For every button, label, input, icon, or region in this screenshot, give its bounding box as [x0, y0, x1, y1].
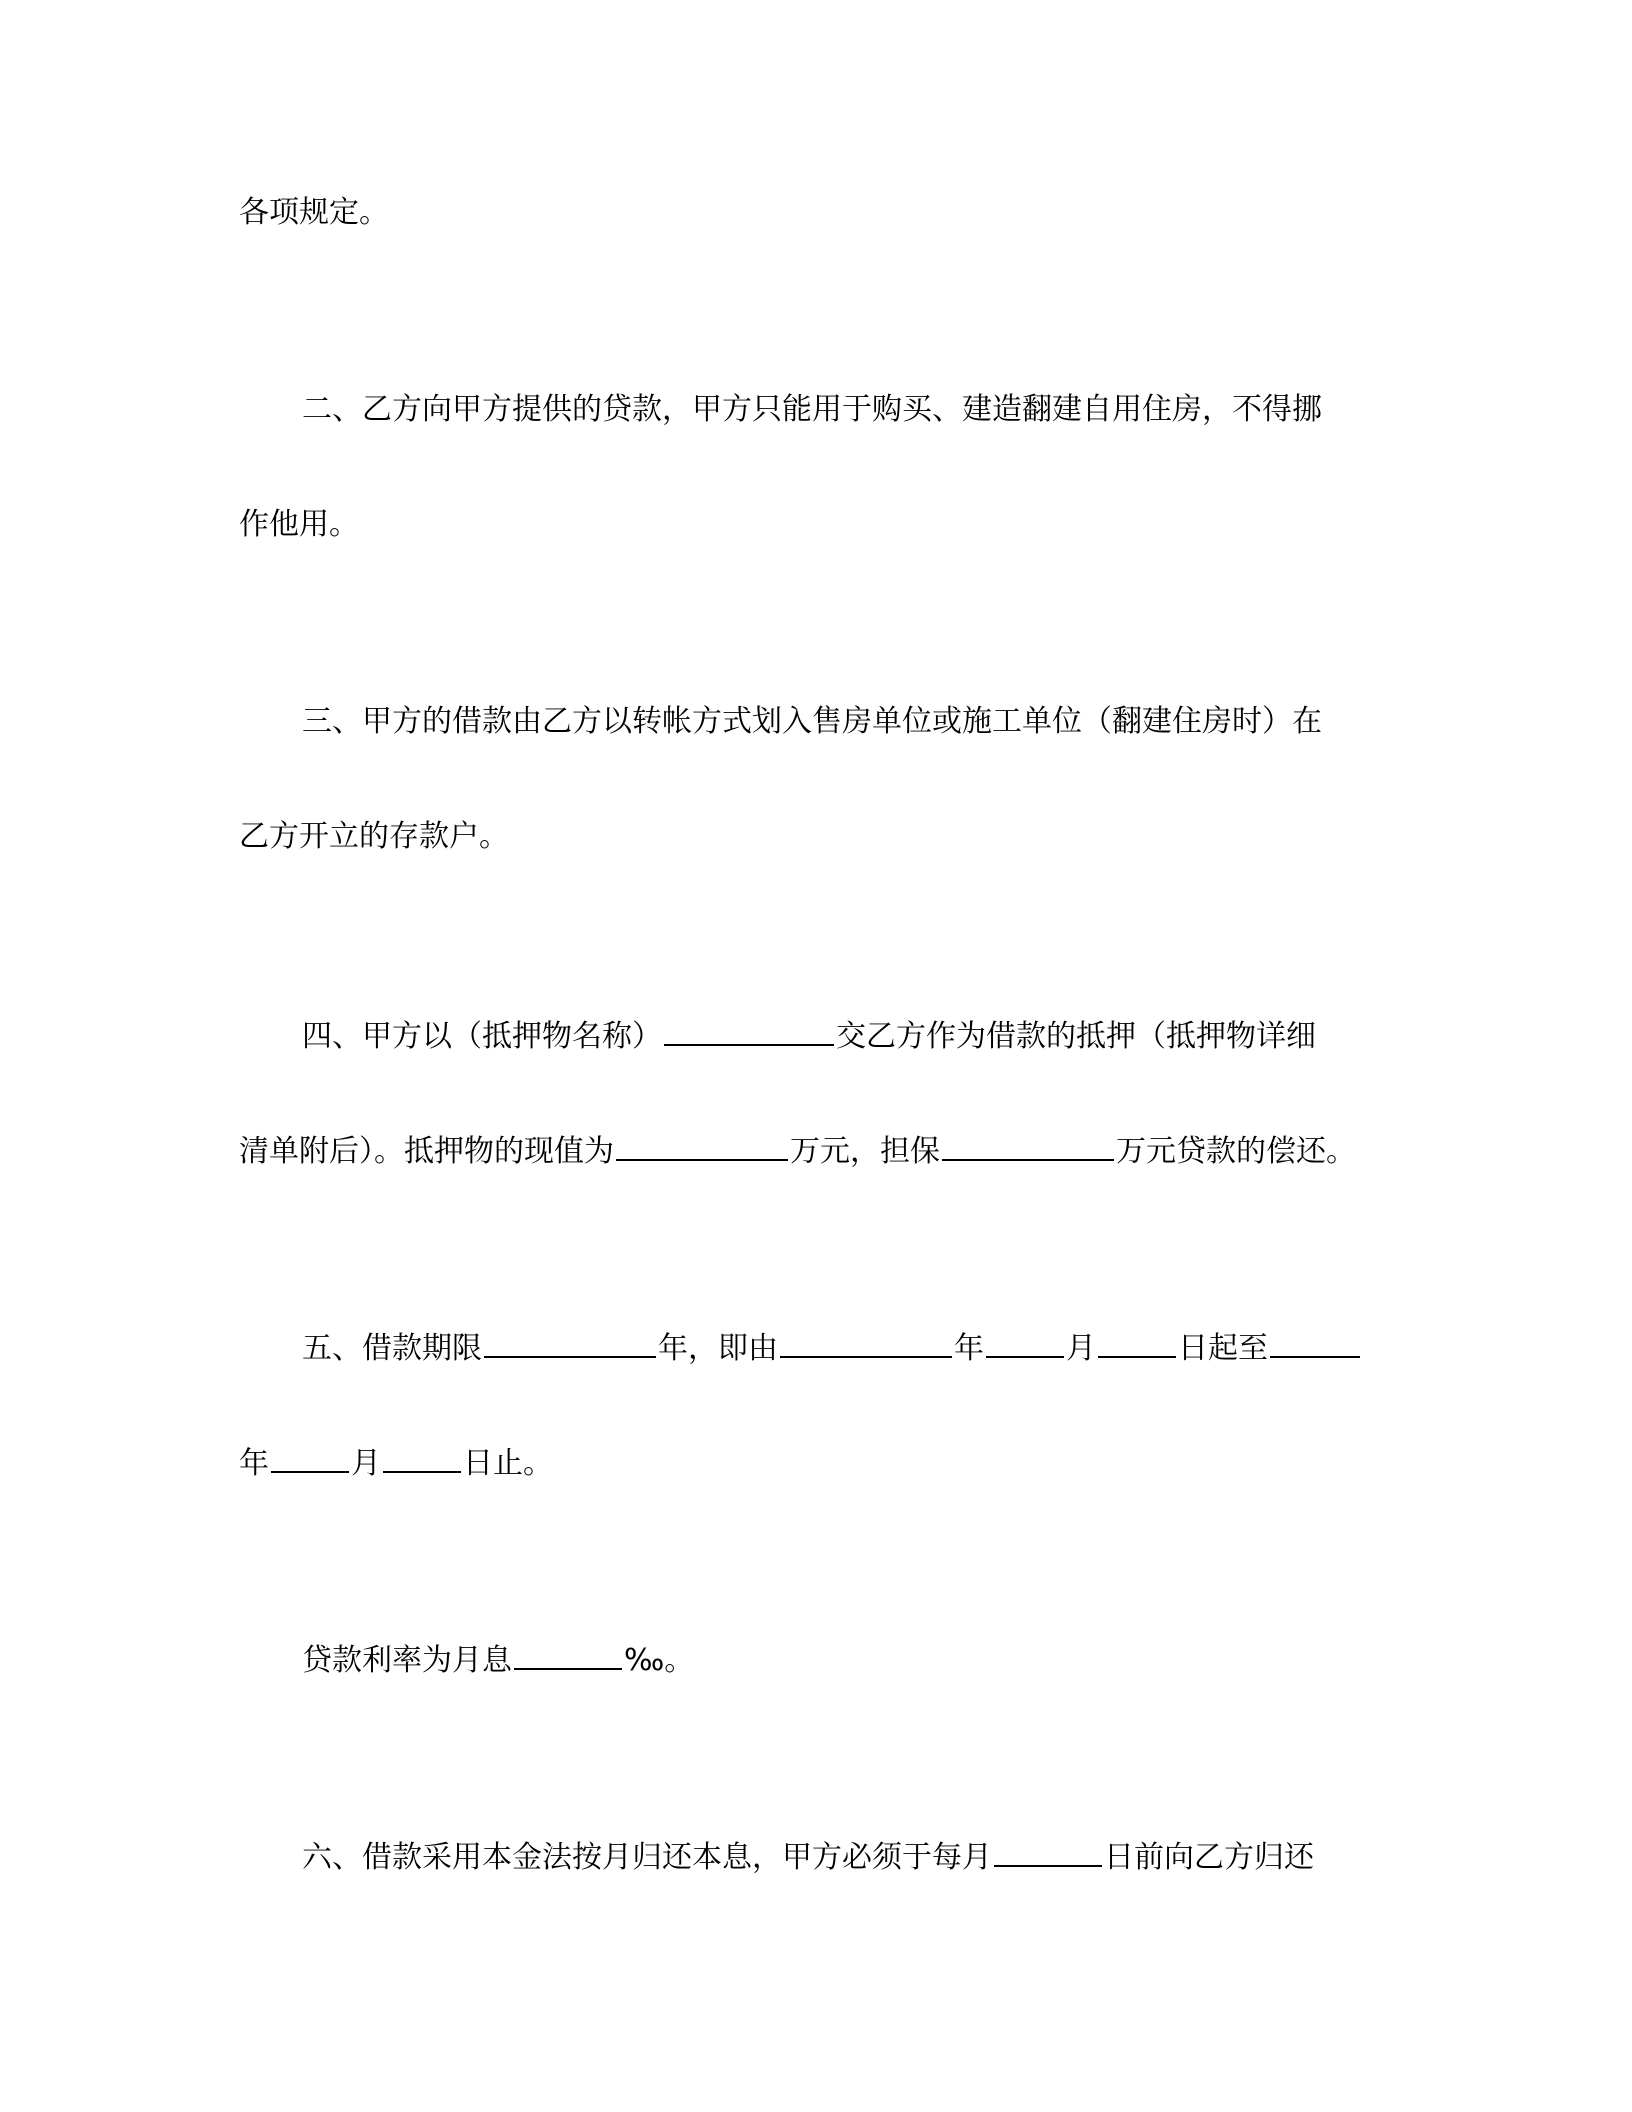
text: 交乙方作为借款的抵押（抵押物详细 — [836, 1019, 1316, 1054]
text: 年 — [239, 1446, 269, 1481]
fill-blank — [994, 1835, 1102, 1867]
text-line — [239, 505, 359, 545]
text: 万元，担保 — [790, 1134, 940, 1169]
text-line — [239, 1129, 1356, 1172]
text: 二、乙方向甲方提供的贷款，甲方只能用于购买、建造翻建自用住房，不得挪 — [302, 392, 1322, 427]
fill-blank — [986, 1326, 1064, 1358]
fill-blank — [664, 1014, 834, 1046]
fill-blank — [942, 1129, 1114, 1161]
text: 四、甲方以（抵押物名称） — [302, 1019, 662, 1054]
text-line — [302, 1638, 694, 1681]
text: 各项规定。 — [239, 195, 389, 230]
text-line — [302, 390, 1322, 430]
text-line — [302, 702, 1322, 742]
fill-blank — [271, 1441, 349, 1473]
text: 万元贷款的偿还。 — [1116, 1134, 1356, 1169]
text-line — [302, 1835, 1314, 1878]
fill-blank — [514, 1638, 622, 1670]
text: 清单附后）。抵押物的现值为 — [239, 1134, 614, 1169]
text: 乙方开立的存款户。 — [239, 819, 509, 854]
text-line — [239, 193, 389, 233]
text: 三、甲方的借款由乙方以转帐方式划入售房单位或施工单位（翻建住房时）在 — [302, 704, 1322, 739]
text-line — [239, 817, 509, 857]
fill-blank — [780, 1326, 952, 1358]
text: 五、借款期限 — [302, 1331, 482, 1366]
fill-blank — [1098, 1326, 1176, 1358]
text: 六、借款采用本金法按月归还本息，甲方必须于每月 — [302, 1840, 992, 1875]
text: 日前向乙方归还 — [1104, 1840, 1314, 1875]
fill-blank — [383, 1441, 461, 1473]
text: 年，即由 — [658, 1331, 778, 1366]
text: 年 — [954, 1331, 984, 1366]
fill-blank — [616, 1129, 788, 1161]
text: 作他用。 — [239, 507, 359, 542]
text-line — [302, 1326, 1362, 1369]
text-line — [239, 1441, 553, 1484]
fill-blank — [1270, 1326, 1360, 1358]
text: 日起至 — [1178, 1331, 1268, 1366]
text: ‰。 — [624, 1643, 695, 1678]
fill-blank — [484, 1326, 656, 1358]
text-line — [302, 1014, 1316, 1057]
text: 月 — [351, 1446, 381, 1481]
text: 贷款利率为月息 — [302, 1643, 512, 1678]
text: 日止。 — [463, 1446, 553, 1481]
text: 月 — [1066, 1331, 1096, 1366]
